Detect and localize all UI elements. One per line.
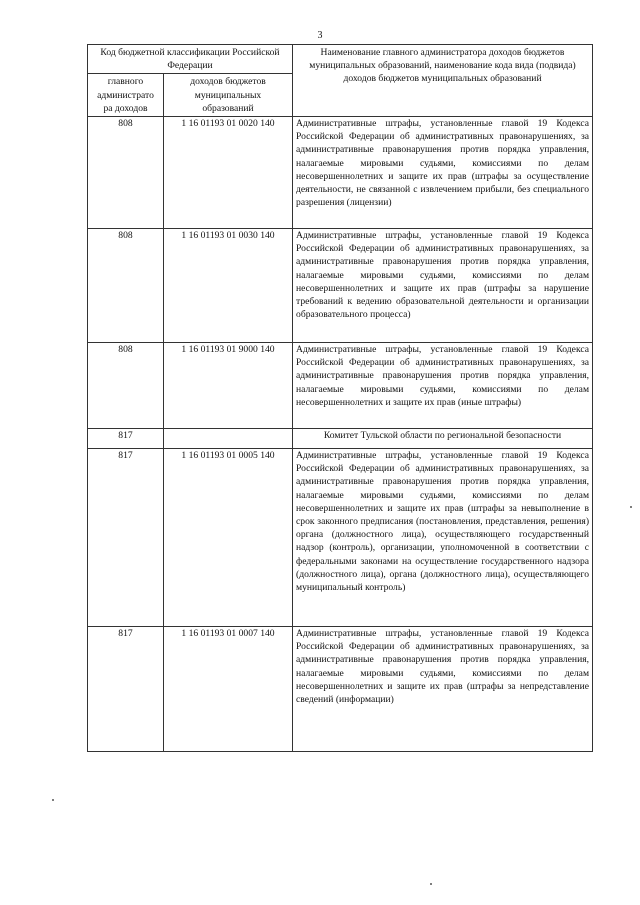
income-code-cell: 1 16 01193 01 0005 140 — [164, 449, 293, 627]
income-code-cell: 1 16 01193 01 0030 140 — [164, 229, 293, 343]
income-code-cell: 1 16 01193 01 9000 140 — [164, 343, 293, 429]
admin-code-cell: 808 — [88, 117, 164, 229]
table-row — [88, 627, 593, 752]
admin-code-cell: 808 — [88, 229, 164, 343]
admin-code-cell: 808 — [88, 343, 164, 429]
organization-name-cell: Комитет Тульской области по региональной безопасности — [293, 429, 593, 449]
table-row — [88, 117, 593, 229]
description-cell: Административные штрафы, установленные главой 19 Кодекса Российской Федерации об административных правонарушениях, за административные правонарушения против порядка управления, налагаемые мировыми судьями, комиссиями по делам несовершеннолетних и защите их прав (штрафы за осуществление деятельности, не связанной с извлечением прибыли, без специального разрешения (лицензии) — [293, 117, 593, 229]
income-code-cell: 1 16 01193 01 0020 140 — [164, 117, 293, 229]
header-name-column: Наименование главного администратора доходов бюджетов муниципальных образований, наименование кода вида (подвида) доходов бюджетов муниципальных образований — [293, 45, 593, 117]
table-row — [88, 429, 593, 449]
scan-speck — [630, 506, 632, 508]
income-code-cell: 1 16 01193 01 0007 140 — [164, 627, 293, 752]
scan-speck — [52, 799, 54, 801]
admin-code-cell: 817 — [88, 627, 164, 752]
table-row — [88, 449, 593, 627]
header-admin-column: главного администрато ра доходов — [88, 74, 164, 117]
page-number: 3 — [317, 30, 323, 41]
description-cell: Административные штрафы, установленные главой 19 Кодекса Российской Федерации об административных правонарушениях, за административные правонарушения против порядка управления, налагаемые мировыми судьями, комиссиями по делам несовершеннолетних и защите их прав (штрафы за нарушение требований к ведению образовательной деятельности и организации образовательного процесса) — [293, 229, 593, 343]
description-cell: Административные штрафы, установленные главой 19 Кодекса Российской Федерации об административных правонарушениях, за административные правонарушения против порядка управления, налагаемые мировыми судьями, комиссиями по делам несовершеннолетних и защите их прав (штрафы за непредставление сведений (информации) — [293, 627, 593, 752]
description-cell: Административные штрафы, установленные главой 19 Кодекса Российской Федерации об административных правонарушениях, за административные правонарушения против порядка управления, налагаемые мировыми судьями, комиссиями по делам несовершеннолетних и защите их прав (штрафы за невыполнение в срок законного предписания (постановления, представления, решения) органа (должностного лица), осуществляющего государственный надзор (контроль), организации, уполномоченной в соответствии с федеральными законами на осуществление государственного надзора (должностного лица), органа (должностного лица), осуществляющего муниципальный контроль) — [293, 449, 593, 627]
admin-code-cell: 817 — [88, 429, 164, 449]
budget-classification-table — [87, 44, 593, 752]
description-cell: Административные штрафы, установленные главой 19 Кодекса Российской Федерации об административных правонарушениях, за административные правонарушения против порядка управления, налагаемые мировыми судьями, комиссиями по делам несовершеннолетних и защите их прав (иные штрафы) — [293, 343, 593, 429]
admin-code-cell: 817 — [88, 449, 164, 627]
scan-speck — [430, 883, 432, 885]
table-row — [88, 229, 593, 343]
header-budget-code-group: Код бюджетной классификации Российской Федерации — [88, 45, 293, 74]
table-row — [88, 343, 593, 429]
header-income-column: доходов бюджетов муниципальных образований — [164, 74, 293, 117]
table-header-row — [88, 45, 593, 74]
income-code-cell — [164, 429, 293, 449]
